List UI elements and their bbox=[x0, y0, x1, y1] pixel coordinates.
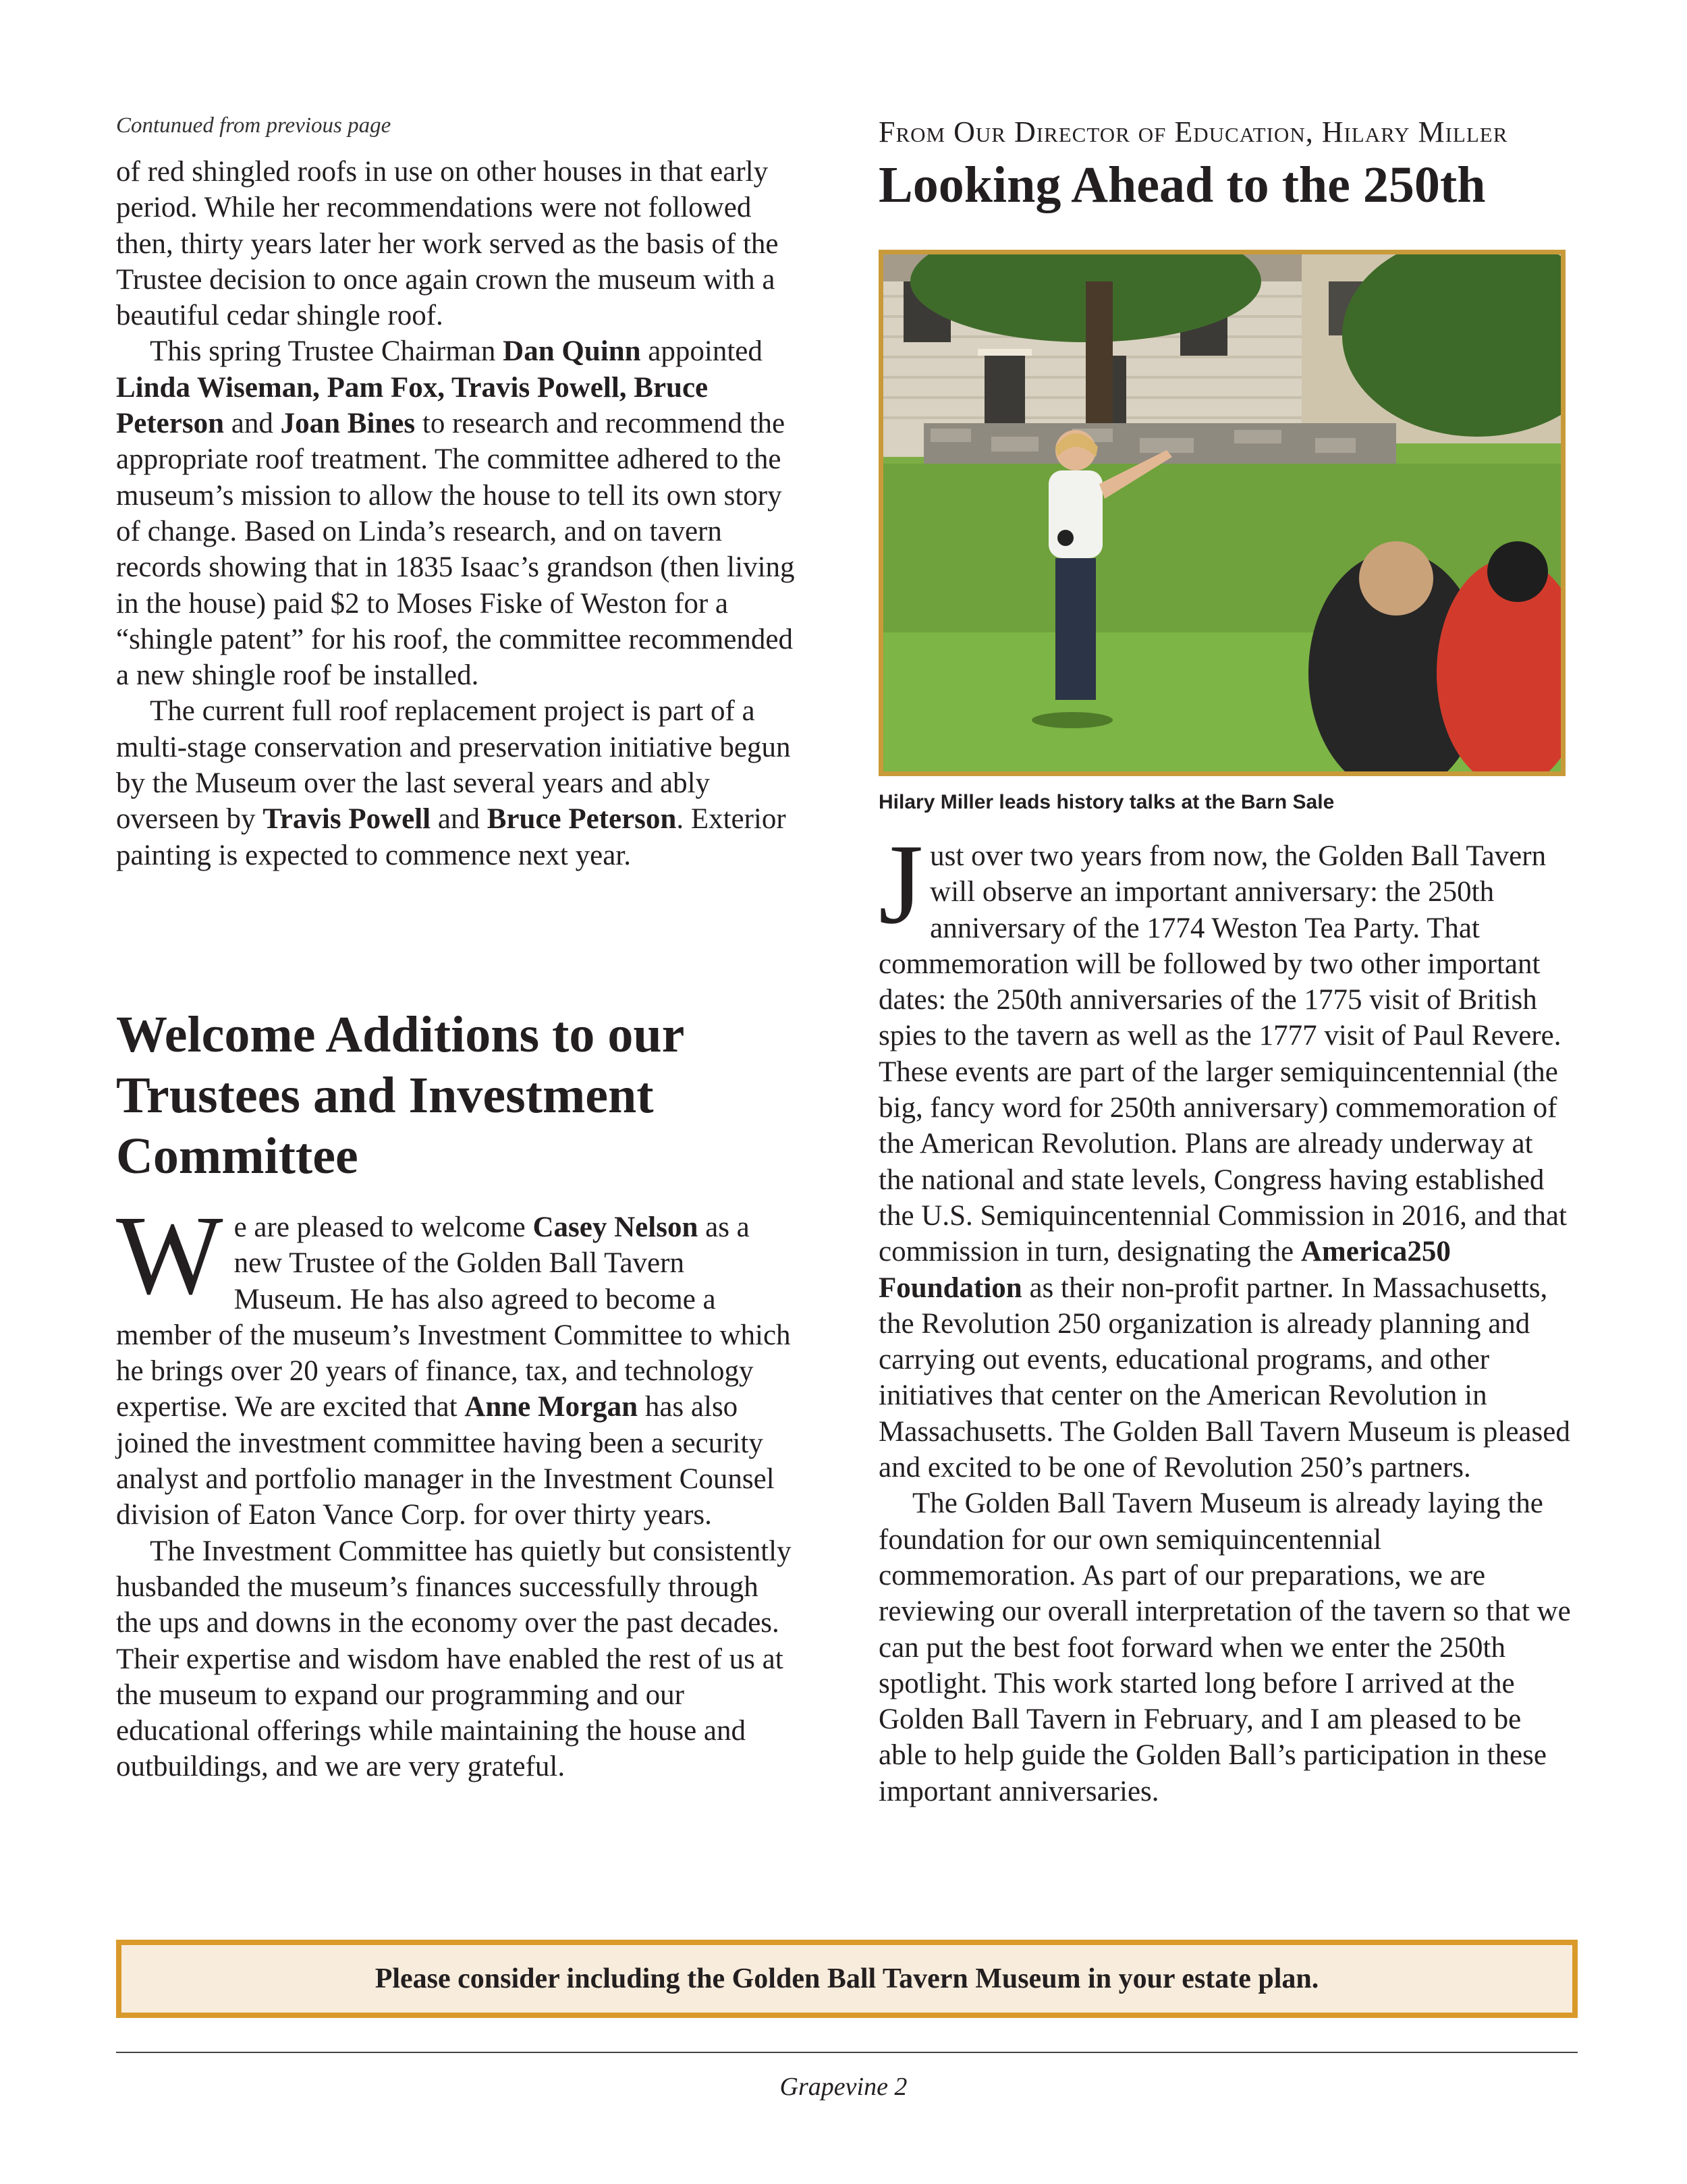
text-run: as a new Trustee of the Golden Ball Tavern Museum. He has also agreed to become a member of the museum’s Investment Committee to which he brings over 20 years of finance, tax, and technology expertise. We are excited that bbox=[116, 1211, 791, 1423]
text-run: and bbox=[431, 803, 487, 836]
page-footer: Grapevine 2 bbox=[779, 2073, 908, 2101]
footer-rule bbox=[116, 2052, 1578, 2053]
name-bruce-peterson: Bruce Peterson bbox=[487, 803, 677, 836]
article-kicker: From Our Director of Education, Hilary Miller bbox=[879, 115, 1508, 148]
welcome-paragraph-2: The Investment Committee has quietly but consistently husbanded the museum’s finances successfully through the ups and downs in the economy over the past decades. Their expertise and wisdom have enabled the rest of us at the museum to expand our programming and our educational offerings while maintaining the house and outbuildings, and we are very grateful. bbox=[116, 1535, 792, 1783]
estate-plan-text: Please consider including the Golden Ball Tavern Museum in your estate plan. bbox=[375, 1963, 1319, 1994]
text-run: e are pleased to welcome bbox=[233, 1211, 533, 1243]
roof-article-body bbox=[116, 154, 798, 873]
estate-plan-banner bbox=[116, 1940, 1578, 2018]
director-article-body bbox=[879, 821, 1574, 1809]
text-run: and bbox=[224, 408, 281, 440]
photo-illustration bbox=[883, 254, 1561, 771]
name-dan-quinn: Dan Quinn bbox=[503, 335, 641, 368]
roof-paragraph-3 bbox=[116, 693, 798, 873]
name-joan-bines: Joan Bines bbox=[280, 408, 416, 440]
text-run: as their non-profit partner. In Massachusetts, the Revolution 250 organization is already planning and carrying out events, educational programs, and other initiatives that center on the American Revolution in Massachusetts. The Golden Ball Tavern Museum is pleased and excited to be one of Revolution 250’s partners. bbox=[879, 1272, 1570, 1484]
text-run: has also joined the investment committee having been a security analyst and portfolio manager in the Investment Counsel division of Eaton Vance Corp. for over thirty years. bbox=[116, 1391, 775, 1531]
photo-caption: Hilary Miller leads history talks at the Barn Sale bbox=[879, 791, 1335, 813]
welcome-heading: Welcome Additions to our Trustees and Investment Committee bbox=[116, 1006, 684, 1184]
article-photo bbox=[879, 250, 1566, 776]
welcome-paragraph-1 bbox=[116, 1193, 798, 1533]
drop-cap: W bbox=[116, 1193, 223, 1318]
continued-note: Contunued from previous page bbox=[116, 113, 391, 138]
welcome-article-body bbox=[116, 1193, 798, 1785]
name-casey-nelson: Casey Nelson bbox=[532, 1211, 698, 1243]
name-travis-powell: Travis Powell bbox=[262, 803, 431, 836]
name-america250-foundation: America250 Foundation bbox=[879, 1236, 1451, 1304]
text-run: The current full roof replacement project is part of a multi-stage conservation and preservation initiative begun by the Museum over the last several years and ably overseen by bbox=[116, 695, 791, 836]
director-paragraph-1 bbox=[879, 821, 1574, 1485]
text-run: ust over two years from now, the Golden Ball Tavern will observe an important anniversary: the 250th anniversary of the 1774 Weston Tea Party. That commemoration will be followed by two other important dates: the 250th anniversaries of the 1775 visit of British spies to the tavern as well as the 1777 visit of Paul Revere. These events are part of the larger semiquincentennial (the big, fancy word for 250th anniversary) commemoration of the American Revolution. Plans are already underway at the national and state levels, Congress having established the U.S. Semiquincentennial Commission in 2016, and that commission in turn, designating the bbox=[879, 840, 1567, 1268]
drop-cap: J bbox=[879, 821, 924, 948]
name-anne-morgan: Anne Morgan bbox=[464, 1391, 638, 1423]
text-run: This spring Trustee Chairman bbox=[150, 335, 503, 368]
director-paragraph-2: The Golden Ball Tavern Museum is already laying the foundation for our own semiquincentennial commemoration. As part of our preparations, we are reviewing our overall interpretation of the tavern so that we can put the best foot forward when we enter the 250th spotlight. This work started long before I arrived at the Golden Ball Tavern in February, and I am pleased to be able to help guide the Golden Ball’s participation in these important anniversaries. bbox=[879, 1487, 1571, 1807]
text-run: to research and recommend the appropriate roof treatment. The committee adhered to the museum’s mission to allow the house to tell its own story of change. Based on Linda’s research, and on tavern records showing that in 1835 Isaac’s grandson (then living in the house) paid $2 to Moses Fiske of Weston for a “shingle patent” for his roof, the committee recommended a new shingle roof be installed. bbox=[116, 408, 795, 692]
text-run: . Exterior painting is expected to commence next year. bbox=[116, 803, 786, 871]
text-run: appointed bbox=[640, 335, 763, 368]
article-heading: Looking Ahead to the 250th bbox=[879, 157, 1486, 213]
names-committee: Linda Wiseman, Pam Fox, Travis Powell, Bruce Peterson bbox=[116, 371, 709, 440]
roof-paragraph-2 bbox=[116, 333, 798, 693]
roof-paragraph-1: of red shingled roofs in use on other houses in that early period. While her recommendations were not followed then, thirty years later her work served as the basis of the Trustee decision to once again crown the museum with a beautiful cedar shingle roof. bbox=[116, 156, 779, 332]
